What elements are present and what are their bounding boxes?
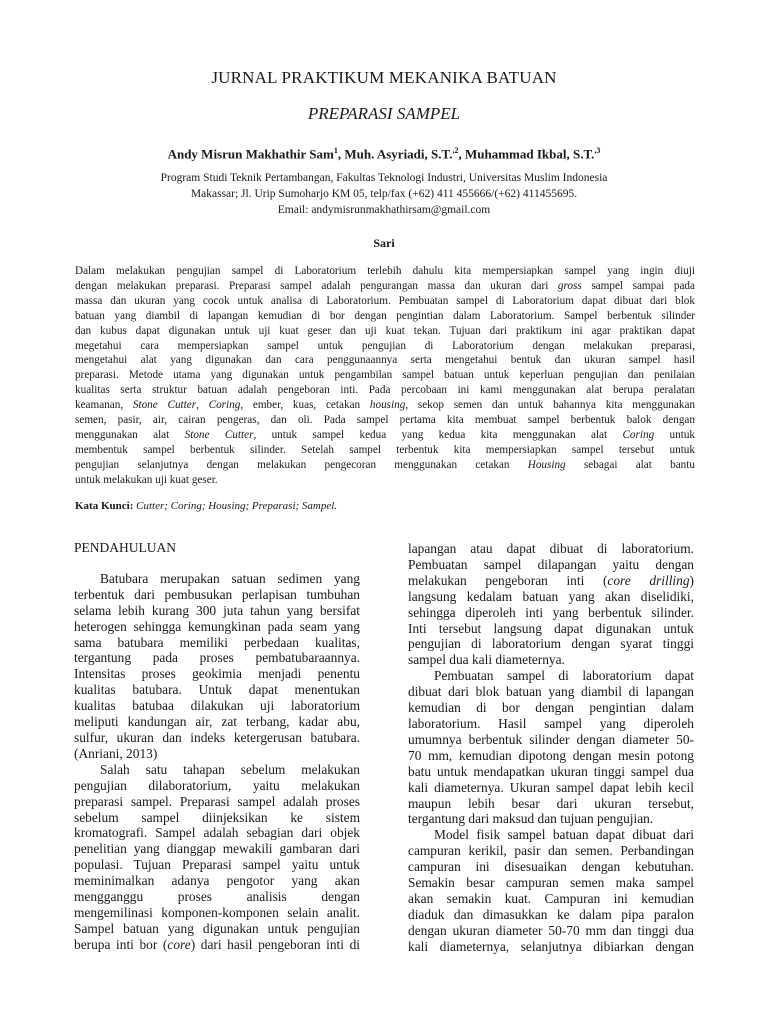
body-line: mengganggu proses analisis dengan bbox=[74, 889, 360, 905]
body-line: sama batubara memiliki perbedaan kualitas, bbox=[74, 634, 360, 650]
body-line: heterogen sehingga kemungkinan pada seam yang bbox=[74, 618, 360, 634]
abstract-line: mengetahui alat yang digunakan dan cara penggunaannya serta mengetahui bentuk dan ukuran sampel hasil bbox=[75, 354, 695, 367]
body-line: kali diameternya, selanjutnya dibiarkan dengan bbox=[408, 938, 694, 954]
abstract-line: membentuk sampel berbentuk silinder. Setelah sampel terbentuk kita mempersiapkan sampel tersebut untuk bbox=[75, 443, 695, 456]
abstract-line: dan kubus dapat digunakan untuk uji kuat geser dan uji kuat tekan. Tujuan dari praktikum ini agar praktikan dapat bbox=[75, 324, 695, 337]
body-line: sulfur, ukuran dan indeks ketergerusan batubara. bbox=[74, 729, 360, 745]
body-line: populasi. Tujuan Preparasi sampel yaitu untuk bbox=[74, 857, 360, 873]
body-line: laboratorium. Hasil sampel yang diperoleh bbox=[408, 715, 694, 731]
body-line: kali diameternya. Ukuran sampel dapat lebih kecil bbox=[408, 779, 694, 795]
body-line: pengujian di laboratorium dengan syarat tinggi bbox=[408, 636, 694, 652]
journal-title: JURNAL PRAKTIKUM MEKANIKA BATUAN bbox=[211, 68, 557, 87]
author-list bbox=[0, 146, 768, 162]
body-line: campuran ini disesuaikan dengan kebutuhan. bbox=[408, 859, 694, 875]
body-line: sebelum sampel diinjeksikan ke sistem bbox=[74, 809, 360, 825]
body-line: meliputi kandungan air, zat terbang, kadar abu, bbox=[74, 714, 360, 730]
keywords bbox=[75, 500, 337, 512]
author-2-marker: ,2 bbox=[452, 146, 459, 155]
author-1-marker: 1 bbox=[333, 146, 338, 155]
body-line: (Anriani, 2013) bbox=[74, 745, 158, 761]
body-line: pengujian dilaboratorium, yaitu melakukan bbox=[74, 777, 360, 793]
author-3: , Muhammad Ikbal, S.T. bbox=[458, 146, 595, 162]
body-line: Intensitas proses geokimia menjadi penentu bbox=[74, 666, 360, 682]
body-line: batu untuk mendapatkan ukuran tinggi sampel dua bbox=[408, 763, 694, 779]
body-line: tergantung pada proses pembatubaraannya. bbox=[74, 650, 360, 666]
body-line: langsung kedalam batuan yang akan diselidiki, bbox=[408, 588, 694, 604]
body-line: berupa inti bor (core) dari hasil pengeboran inti di bbox=[74, 936, 360, 952]
abstract-line: keamanan, Stone Cutter, Coring, ember, kuas, cetakan housing, sekop semen dan untuk bahannya kita menggunakan bbox=[75, 399, 696, 412]
body-line: kualitas batubaa dilakukan uji laboratorium bbox=[74, 698, 360, 714]
body-line: Semakin besar campuran semen maka sampel bbox=[408, 875, 694, 891]
affiliation-line: Makassar; Jl. Urip Sumoharjo KM 05, telp/fax (+62) 411 455666/(+62) 411455695. bbox=[190, 188, 578, 200]
keywords-value: Cutter; Coring; Housing; Preparasi; Sampel. bbox=[133, 500, 338, 512]
body-line: Sampel batuan yang digunakan untuk pengujian bbox=[74, 920, 360, 936]
abstract-line: batuan yang diambil di lapangan kemudian di bor dengan pengintian dalam Laboratorium. Sampel berbentuk silinder bbox=[75, 309, 695, 322]
abstract-body bbox=[75, 264, 695, 488]
abstract-line: menggunakan alat Stone Cutter, untuk sampel kedua yang kedua kita menggunakan alat Coring untuk bbox=[75, 428, 696, 441]
body-line: sehingga diperoleh inti yang berbentuk silinder. bbox=[408, 604, 694, 620]
body-line: tergantung dari maksud dan tujuan pengujian. bbox=[408, 811, 654, 827]
paper-title: PREPARASI SAMPEL bbox=[307, 104, 461, 123]
body-line: diaduk dan dimasukkan ke dalam pipa paralon bbox=[408, 906, 694, 922]
body-line: meminimalkan adanya pengotor yang akan bbox=[74, 873, 360, 889]
abstract-line: pengujian selanjutnya dengan melakukan pengecoran menggunakan cetakan Housing sebagai alat bantu bbox=[75, 458, 695, 471]
section-heading: PENDAHULUAN bbox=[74, 540, 176, 555]
body-line: selama lebih kurang 300 juta tahun yang bersifat bbox=[74, 602, 360, 618]
abstract-line: untuk melakukan uji kuat geser. bbox=[75, 473, 218, 486]
body-line: 70 mm, kemudian dipotong dengan mesin potong bbox=[408, 747, 694, 763]
body-line: maupun lebih besar dari ukuran tersebut, bbox=[408, 795, 694, 811]
body-line: Model fisik sampel batuan dapat dibuat dari bbox=[434, 827, 694, 843]
body-line: dengan ukuran diameter 50-70 mm dan tinggi dua bbox=[408, 922, 694, 938]
author-3-marker: ,3 bbox=[594, 146, 601, 155]
body-line: kemudian di bor dengan pengintian dalam bbox=[408, 700, 694, 716]
body-line: kualitas batubara. Untuk dapat menentukan bbox=[74, 682, 360, 698]
body-line: melakukan pengeboran inti (core drilling) bbox=[408, 572, 694, 588]
abstract-line: preparasi. Metode utama yang digunakan untuk pengambilan sampel batuan untuk keperluan pengujian dan penilaian bbox=[75, 369, 695, 382]
affiliation-line: Program Studi Teknik Pertambangan, Fakultas Teknologi Industri, Universitas Muslim Indonesia bbox=[160, 172, 608, 184]
author-1: Andy Misrun Makhathir Sam bbox=[167, 146, 334, 162]
body-line: dibuat dari blok batuan yang diambil di lapangan bbox=[408, 684, 694, 700]
abstract-line: semen, pasir, air, cairan pengeras, dan oli. Pada sampel pertama kita membuat sampel berbentuk balok dengan bbox=[75, 414, 695, 427]
body-line: Batubara merupakan satuan sedimen yang bbox=[100, 570, 360, 586]
right-column bbox=[408, 541, 694, 955]
body-line: penelitian yang dianggap mewakili gambaran dari bbox=[74, 841, 360, 857]
affiliation-block bbox=[0, 170, 768, 218]
abstract-line: megetahui cara mempersiapkan sampel untuk pengujian di Laboratorium dengan melakukan preparasi, bbox=[75, 339, 695, 352]
abstract-line: dengan melakukan preparasi. Preparasi sampel adalah pengurangan massa dan ukuran dari gross sampel sampai pada bbox=[75, 279, 695, 292]
body-line: kromatografi. Sampel adalah sebagian dari objek bbox=[74, 825, 360, 841]
body-line: Inti tersebut langsung dapat digunakan untuk bbox=[408, 620, 694, 636]
body-line: Salah satu tahapan sebelum melakukan bbox=[100, 761, 360, 777]
left-column bbox=[74, 540, 360, 953]
abstract-line: massa dan ukuran yang cocok untuk analisa di Laboratorium. Pembuatan sampel di Laboratorium dapat dibuat dari blok bbox=[75, 294, 695, 307]
body-line: umumnya berbentuk silinder dengan diameter 50- bbox=[408, 731, 694, 747]
author-2: , Muh. Asyriadi, S.T. bbox=[337, 146, 453, 162]
abstract-heading: Sari bbox=[373, 236, 395, 250]
body-line: akan semakin kuat. Campuran ini kemudian bbox=[408, 890, 694, 906]
body-line: terbentuk dari pembusukan perlapisan tumbuhan bbox=[74, 586, 360, 602]
keywords-label: Kata Kunci: bbox=[75, 500, 134, 512]
body-line: sampel dua kali diameternya. bbox=[408, 652, 565, 668]
body-line: campuran kerikil, pasir dan semen. Perbandingan bbox=[408, 843, 694, 859]
body-line: mengemilinasi komponen-komponen selain analit. bbox=[74, 904, 360, 920]
body-line: Pembuatan sampel di laboratorium dapat bbox=[434, 668, 694, 684]
body-line: lapangan atau dapat dibuat di laboratorium. bbox=[408, 541, 694, 556]
abstract-line: kualitas serta struktur batuan adalah pengeboran inti. Pada percobaan ini kami menggunakan alat berupa peralatan bbox=[75, 384, 695, 397]
body-line: Pembuatan sampel dilapangan yaitu dengan bbox=[408, 556, 694, 572]
email-line: Email: andymisrunmakhathirsam@gmail.com bbox=[277, 204, 491, 216]
abstract-line: Dalam melakukan pengujian sampel di Laboratorium terlebih dahulu kita mempersiapkan sampel yang ingin diuji bbox=[75, 265, 695, 277]
body-line: preparasi sampel. Preparasi sampel adalah proses bbox=[74, 793, 360, 809]
